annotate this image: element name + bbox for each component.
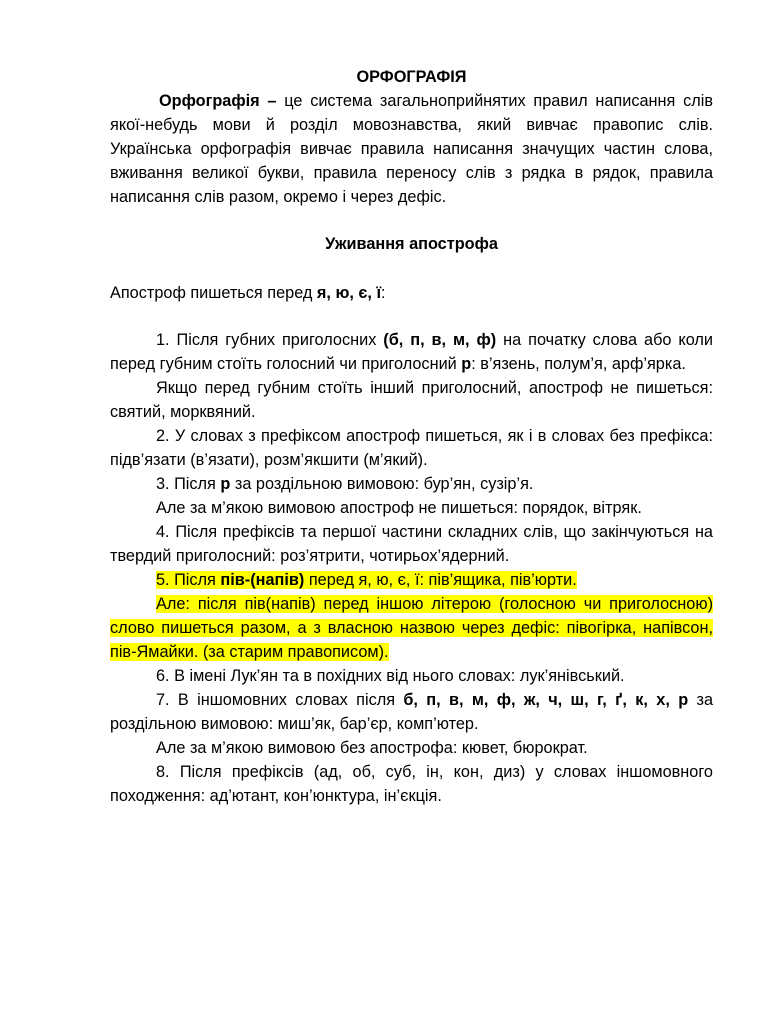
intro-term: Орфографія – (159, 92, 277, 110)
rule-7-letters: б, п, в, м, ф, ж, ч, ш, г, ґ, к, х, р (403, 691, 689, 709)
rule-5-text: 5. Після (156, 571, 221, 589)
spacer (110, 209, 713, 232)
rule-1-text: 1. Після губних приголосних (156, 331, 384, 349)
rule-5-prefix: пів-(напів) (220, 571, 305, 589)
intro-paragraph (110, 89, 713, 209)
section-title: Уживання апострофа (325, 235, 498, 253)
rule-5 (110, 568, 713, 592)
rule-5-note (110, 592, 713, 664)
rule-3-text: 3. Після (156, 475, 221, 493)
rule-4: 4. Після префіксів та першої частини складних слів, що закінчуються на твердий приголосний: роз’ятрити, чотирьох’ядерний. (110, 523, 713, 565)
rule-1-text: на початку слова або коли перед губним стоїть голосний чи приголосний (110, 331, 713, 373)
lead-paragraph (110, 281, 713, 305)
lead-colon: : (381, 284, 386, 302)
rule-1-letter: р (461, 355, 472, 373)
lead-letters: я, ю, є, ї (316, 284, 382, 302)
rule-7 (110, 688, 713, 736)
rule-1 (110, 328, 713, 376)
spacer (110, 305, 713, 328)
rule-7-text: 7. В іншомовних словах після (156, 691, 404, 709)
rule-1-note: Якщо перед губним стоїть інший приголосний, апостроф не пишеться: святий, морквяний. (110, 379, 713, 421)
document-page (110, 65, 713, 808)
rule-3-letter: р (220, 475, 231, 493)
page-title: ОРФОГРАФІЯ (356, 68, 467, 86)
rule-3-note: Але за м’якою вимовою апостроф не пишеться: порядок, вітряк. (156, 499, 642, 517)
rule-7-note: Але за м’якою вимовою без апострофа: кювет, бюрократ. (156, 739, 588, 757)
rule-5-note-text: Але: після пів(напів) перед іншою літерою (голосною чи приголосною) слово пишеться разом, а з власною назвою через дефіс: півогірка, напівсон, пів-Ямайки. (за старим правописом). (110, 595, 713, 661)
rule-1-examples: : в’язень, полум’я, арф’ярка. (471, 355, 686, 373)
rule-3-examples: за роздільною вимовою: бур’ян, сузір’я. (230, 475, 534, 493)
rule-1-letters: (б, п, в, м, ф) (383, 331, 497, 349)
rule-8: 8. Після префіксів (ад, об, суб, ін, кон, диз) у словах іншомовного походження: ад’ютант, кон’юнктура, ін’єкція. (110, 763, 713, 805)
spacer (110, 256, 713, 281)
rule-7-examples: за роздільною вимовою: миш’як, бар’єр, комп’ютер. (110, 691, 714, 733)
rule-2: 2. У словах з префіксом апостроф пишеться, як і в словах без префікса: підв’язати (в’язати), розм’якшити (м’який). (110, 427, 713, 469)
lead-text: Апостроф пишеться перед (110, 284, 317, 302)
intro-text: це система загальноприйнятих правил написання слів якої-небудь мови й розділ мовознавства, який вивчає правопис слів. Українська орфографія вивчає правила написання значущих частин слова, вживання великої букви, правила переносу слів з рядка в рядок, правила написання слів разом, окремо і через дефіс. (110, 92, 713, 206)
rule-6: 6. В імені Лук’ян та в похідних від нього словах: лук’янівський. (156, 667, 625, 685)
rule-3 (110, 472, 713, 496)
rule-5-examples: перед я, ю, є, ї: пів’ящика, пів’юрти. (304, 571, 577, 589)
